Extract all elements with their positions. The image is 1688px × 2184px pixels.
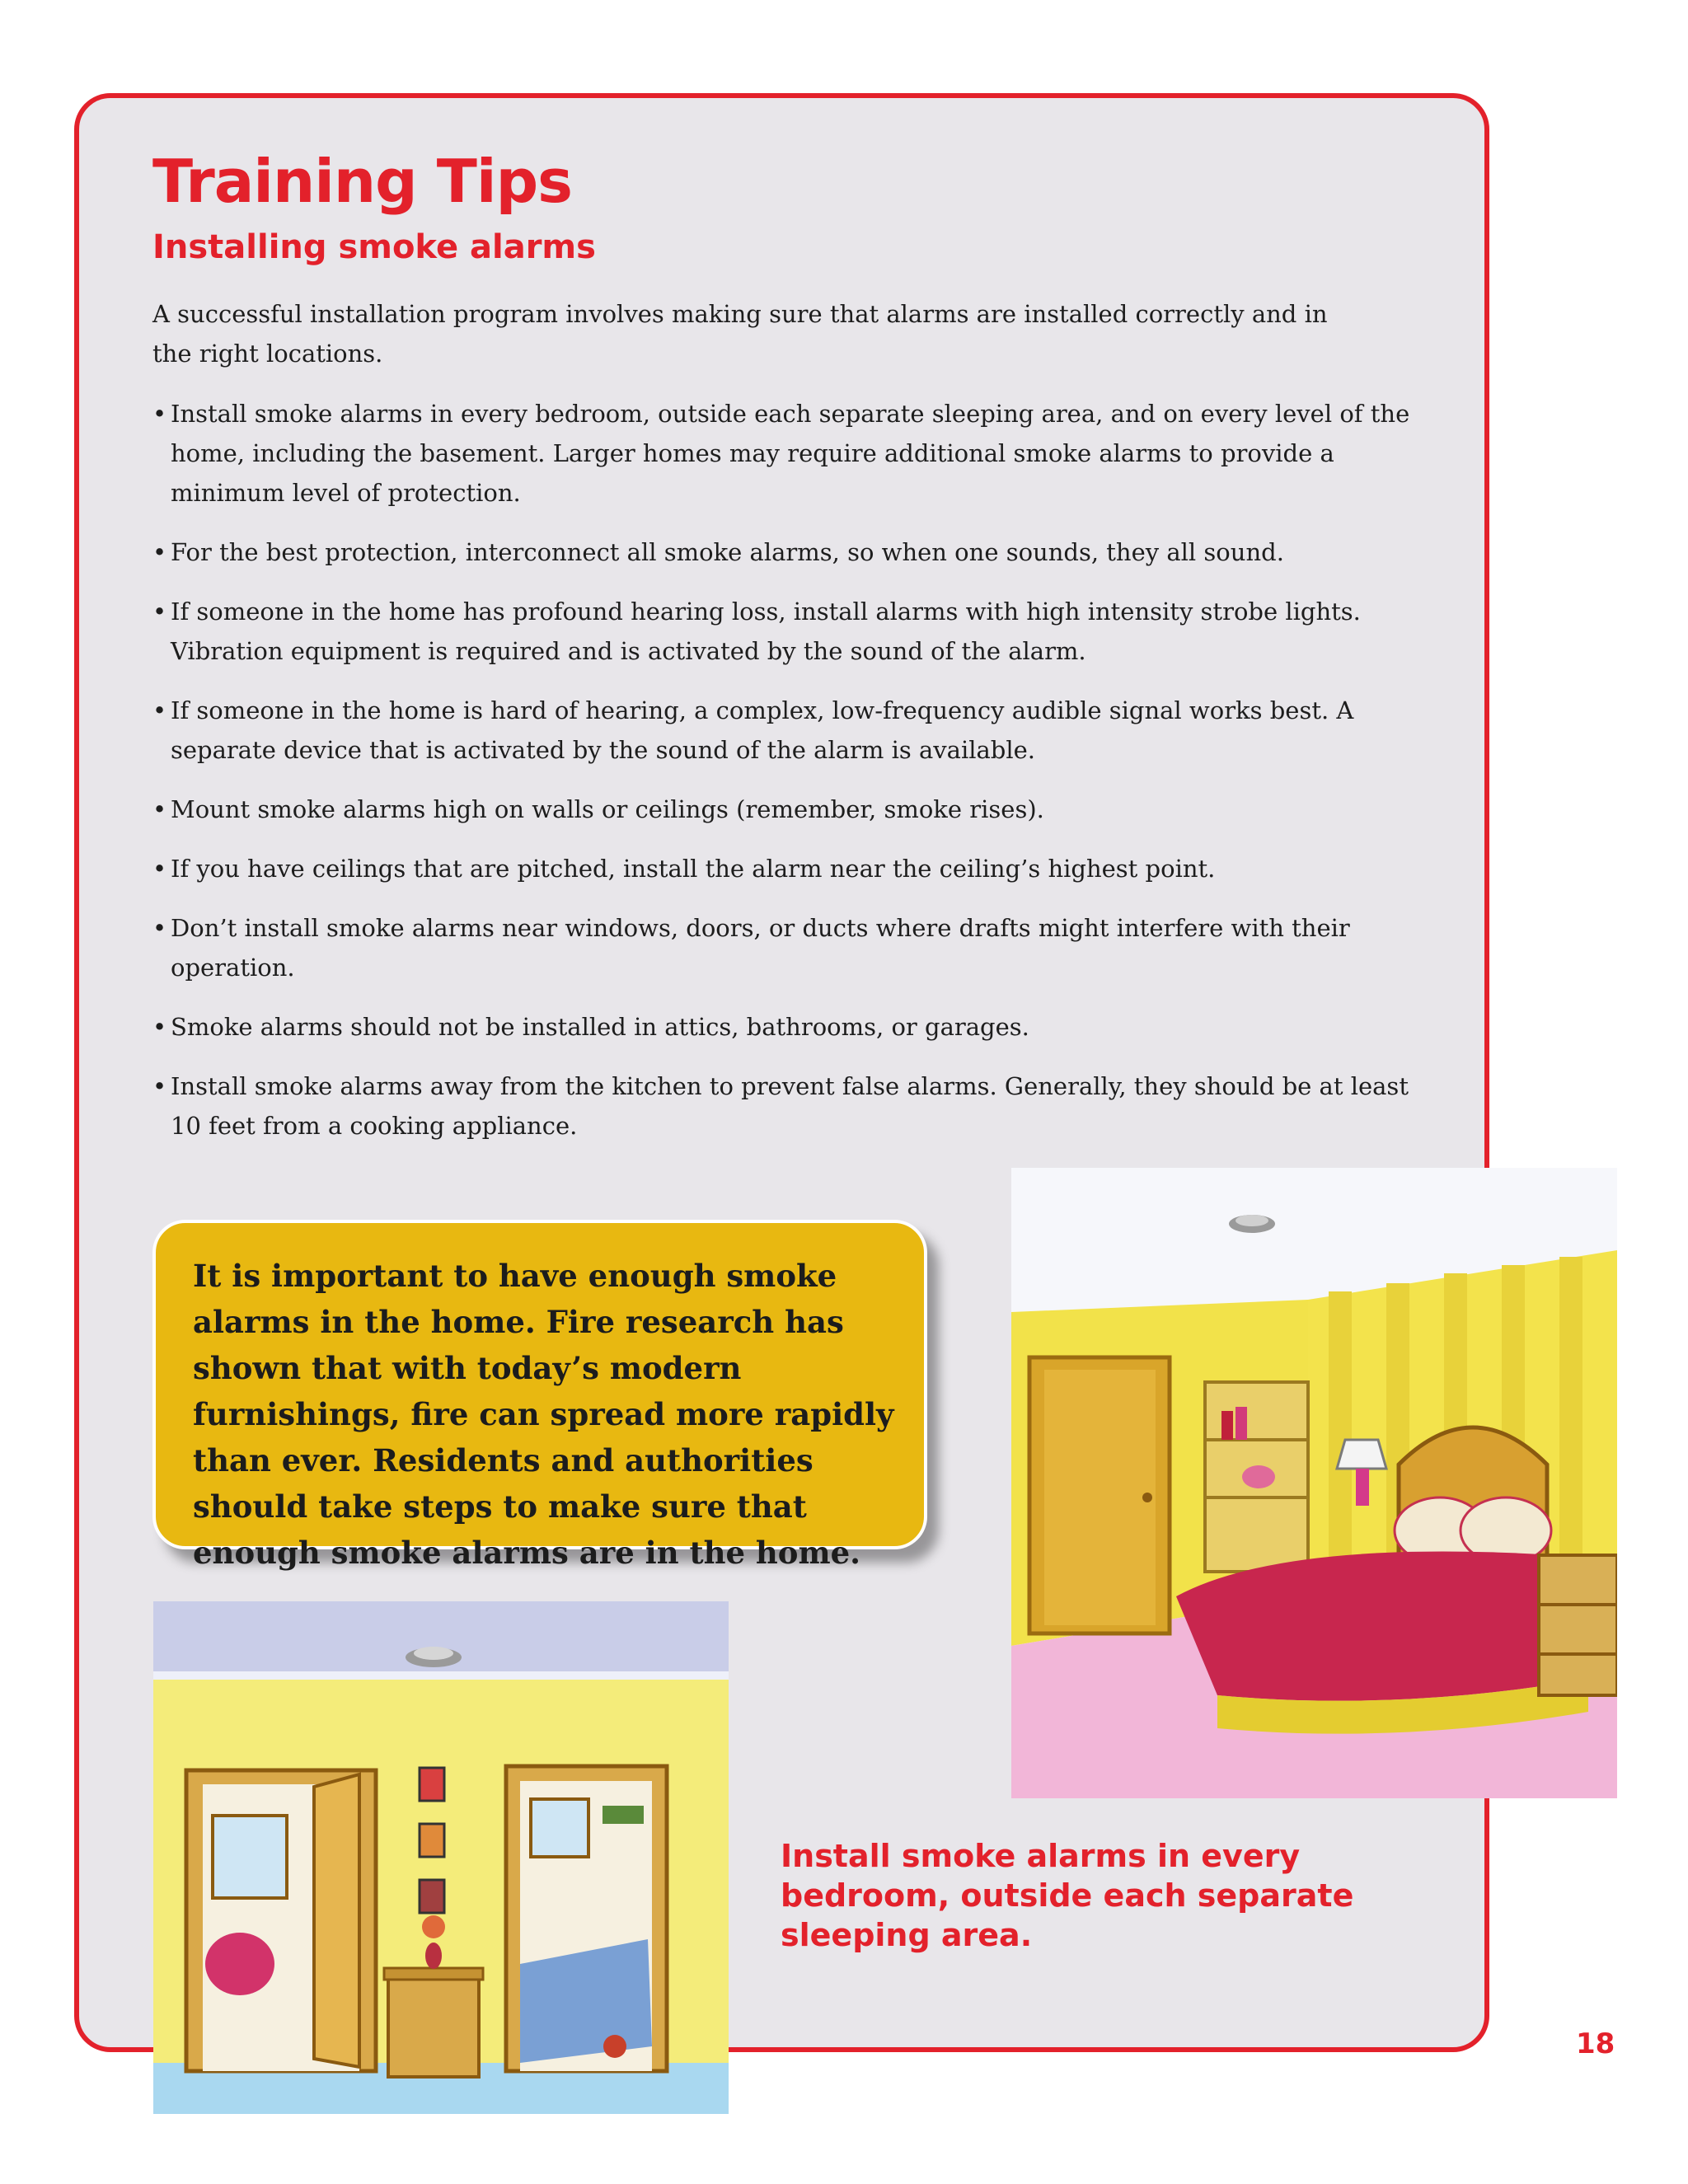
tips-list <box>152 394 1438 1165</box>
intro-paragraph: A successful installation program involves making sure that alarms are installed correctly and in the right locations. <box>152 300 1328 368</box>
section-subtitle: Installing smoke alarms <box>152 228 596 266</box>
list-item: • If someone in the home has profound hearing loss, install alarms with high intensity strobe lights. Vibration equipment is required and is activated by the sound of the alarm. <box>152 592 1438 671</box>
callout-box: It is important to have enough smoke alarms in the home. Fire research has shown that with today’s modern furnishings, fire can spread more rapidly than ever. Residents and authorities should take steps to make sure that enough smoke alarms are in the home. <box>152 1220 927 1549</box>
list-item: • If someone in the home is hard of hearing, a complex, low-frequency audible signal works best. A separate device that is activated by the sound of the alarm is available. <box>152 691 1438 770</box>
list-item: • Mount smoke alarms high on walls or ceilings (remember, smoke rises). <box>152 790 1438 829</box>
hallway-illustration <box>153 1601 729 2114</box>
page-title: Training Tips <box>152 147 572 216</box>
image-caption: Install smoke alarms in every bedroom, outside each separate sleeping area. <box>781 1838 1354 1953</box>
list-item: • Don’t install smoke alarms near windows, doors, or ducts where drafts might interfere with their operation. <box>152 908 1438 987</box>
list-item: • Smoke alarms should not be installed in attics, bathrooms, or garages. <box>152 1007 1438 1047</box>
list-item: • If you have ceilings that are pitched, install the alarm near the ceiling’s highest point. <box>152 849 1438 888</box>
page-number: 18 <box>1576 2027 1615 2060</box>
list-item: • For the best protection, interconnect all smoke alarms, so when one sounds, they all sound. <box>152 532 1438 572</box>
bedroom-illustration <box>1011 1168 1617 1798</box>
list-item: • Install smoke alarms in every bedroom, outside each separate sleeping area, and on every level of the home, including the basement. Larger homes may require additional smoke alarms to provide a minimum level of protection. <box>152 394 1438 513</box>
list-item: • Install smoke alarms away from the kitchen to prevent false alarms. Generally, they should be at least 10 feet from a cooking appliance. <box>152 1066 1438 1146</box>
